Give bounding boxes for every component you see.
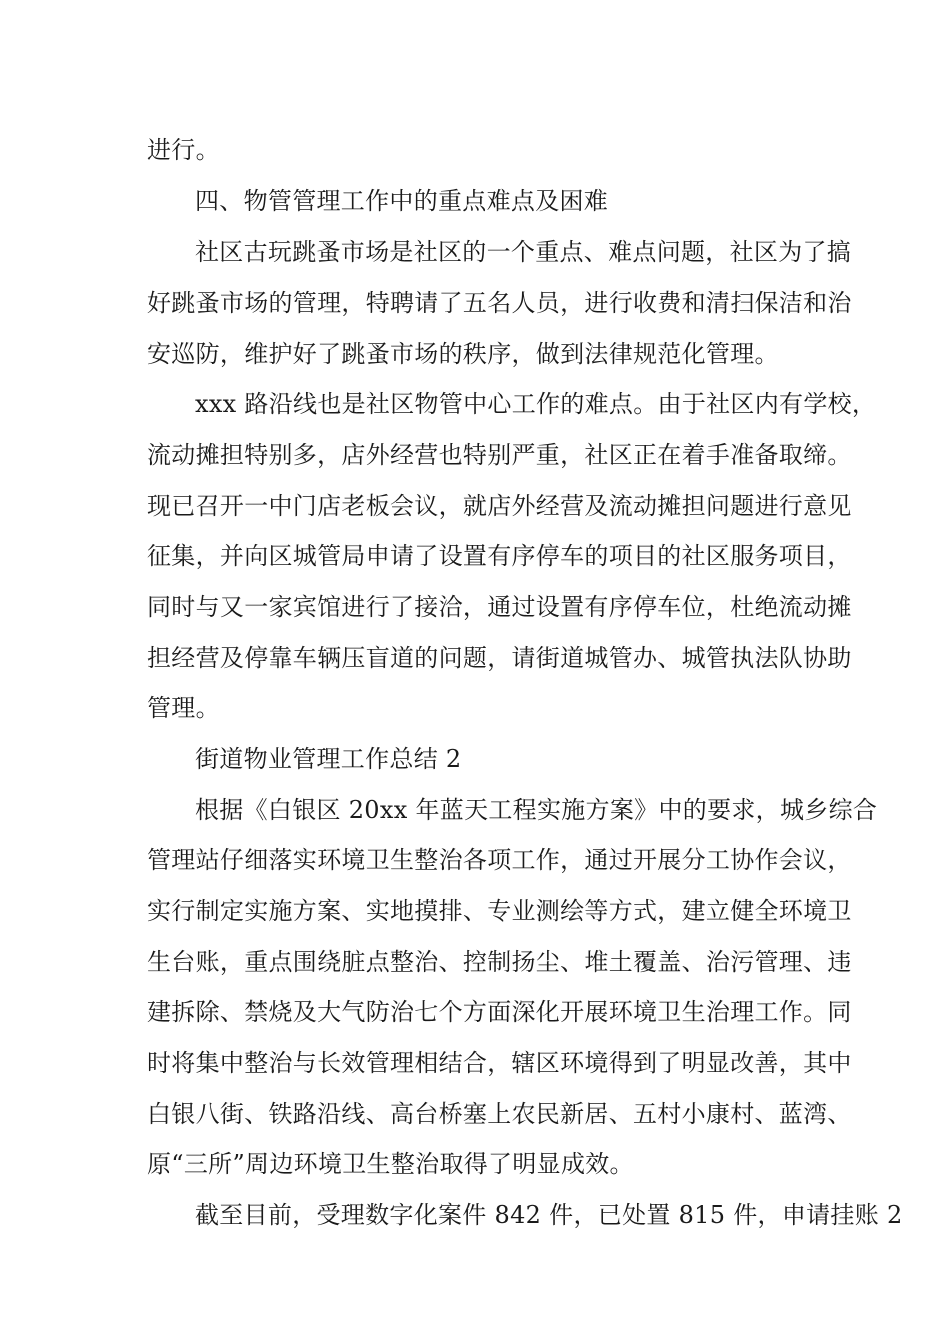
section-heading: 街道物业管理工作总结 2 [195, 745, 462, 773]
text-line: 白银八街、铁路沿线、高台桥塞上农民新居、五村小康村、蓝湾、 [147, 1100, 852, 1128]
text-line: 社区古玩跳蚤市场是社区的一个重点、难点问题，社区为了搞 [195, 238, 852, 266]
text-line: 根据《白银区 20xx 年蓝天工程实施方案》中的要求，城乡综合 [195, 796, 878, 824]
text-line: 生台账，重点围绕脏点整治、控制扬尘、堆土覆盖、治污管理、违 [147, 948, 852, 976]
text-line: 时将集中整治与长效管理相结合，辖区环境得到了明显改善，其中 [147, 1049, 852, 1077]
text-line: 实行制定实施方案、实地摸排、专业测绘等方式，建立健全环境卫 [147, 897, 852, 925]
text-line: 管理。 [147, 694, 220, 722]
text-line: xxx 路沿线也是社区物管中心工作的难点。由于社区内有学校， [195, 390, 877, 418]
text-line: 建拆除、禁烧及大气防治七个方面深化开展环境卫生治理工作。同 [147, 998, 852, 1026]
text-line: 原“三所”周边环境卫生整治取得了明显成效。 [147, 1150, 634, 1178]
text-line: 现已召开一中门店老板会议，就店外经营及流动摊担问题进行意见 [147, 492, 852, 520]
text-line: 截至目前，受理数字化案件 842 件，已处置 815 件，申请挂账 2 [195, 1201, 903, 1229]
text-line: 流动摊担特别多，店外经营也特别严重，社区正在着手准备取缔。 [147, 441, 852, 469]
text-line: 担经营及停靠车辆压盲道的问题，请街道城管办、城管执法队协助 [147, 644, 852, 672]
section-heading: 四、物管管理工作中的重点难点及困难 [195, 187, 609, 215]
text-line: 管理站仔细落实环境卫生整治各项工作，通过开展分工协作会议， [147, 846, 852, 874]
text-line: 好跳蚤市场的管理，特聘请了五名人员，进行收费和清扫保洁和治 [147, 289, 852, 317]
text-line: 同时与又一家宾馆进行了接洽，通过设置有序停车位，杜绝流动摊 [147, 593, 852, 621]
text-line: 安巡防，维护好了跳蚤市场的秩序，做到法律规范化管理。 [147, 340, 779, 368]
text-line: 进行。 [147, 136, 220, 164]
text-line: 征集，并向区城管局申请了设置有序停车的项目的社区服务项目， [147, 542, 852, 570]
